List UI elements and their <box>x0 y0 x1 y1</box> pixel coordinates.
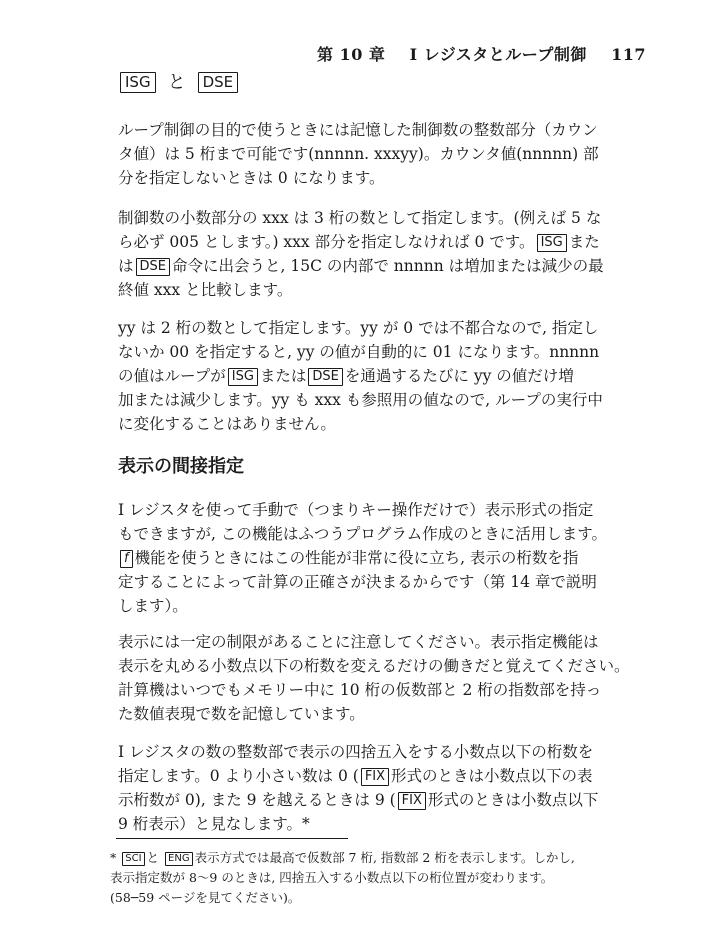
isg-key-symbol: ISG <box>537 234 567 252</box>
section-heading-indirect-display: 表示の間接指定 <box>118 456 244 477</box>
text-line: f 機能を使うときにはこの性能が非常に役に立ち, 表示の桁数を指 <box>118 546 648 570</box>
footnote-line: (58─59 ページを見てください)。 <box>110 890 301 905</box>
text-line: ループ制御の目的で使うときには記憶した制御数の整数部分（カウン <box>118 121 598 139</box>
dse-key-symbol: DSE <box>308 368 342 386</box>
paragraph-counter-value <box>118 118 648 190</box>
isg-key-symbol: ISG <box>120 72 156 93</box>
footnote <box>110 848 650 908</box>
section-heading-isg-dse <box>118 68 240 94</box>
fix-key-symbol: FIX <box>398 792 426 810</box>
page-number: 117 <box>611 45 646 64</box>
text-line: の値はループが ISG または DSE を通過するたびに yy の値だけ増 <box>118 367 574 385</box>
running-header <box>317 42 646 65</box>
text-line: た数値表現で数を記憶しています。 <box>118 705 365 723</box>
text-line: 定することによって計算の正確さが決まるからです（第 14 章で説明 <box>118 573 597 591</box>
text-line: 表示を丸める小数点以下の桁数を変えるだけの働きだと覚えてください。 <box>118 657 630 675</box>
paragraph-yy-value <box>118 316 648 436</box>
sci-key-symbol: SCI <box>122 852 144 866</box>
footnote-divider <box>116 838 348 839</box>
footnote-mark: * <box>110 850 117 865</box>
isg-key-symbol: ISG <box>228 368 258 386</box>
text-line: 分を指定しないときは 0 になります。 <box>118 169 385 187</box>
text-line: 9 桁表示）と見なします。* <box>118 815 310 833</box>
text-line: は DSE 命令に出会うと, 15C の内部で nnnnn は増加または減少の最 <box>118 257 604 275</box>
text-line: I レジスタの数の整数部で表示の四捨五入をする小数点以下の桁数を <box>118 743 594 761</box>
text-line: 加または減少します。yy も xxx も参照用の値なので, ループの実行中 <box>118 391 603 409</box>
text-line: yy は 2 桁の数として指定します。yy が 0 では不都合なので, 指定し <box>118 319 599 337</box>
text-line: ないか 00 を指定すると, yy の値が自動的に 01 になります。nnnnn <box>118 343 600 361</box>
paragraph-display-limits <box>118 630 648 726</box>
text-line: ら必ず 005 とします。) xxx 部分を指定しなければ 0 です。 ISG また <box>118 233 600 251</box>
paragraph-fraction-part <box>118 206 648 302</box>
f-key-symbol: f <box>120 550 133 568</box>
eng-key-symbol: ENG <box>165 852 193 866</box>
text-line: 制御数の小数部分の xxx は 3 桁の数として指定します。(例えば 5 な <box>118 209 602 227</box>
heading-connector: と <box>167 72 186 93</box>
fix-key-symbol: FIX <box>361 768 389 786</box>
text-line: に変化することはありません。 <box>118 415 336 433</box>
dse-key-symbol: DSE <box>198 72 239 93</box>
chapter-title: I レジスタとループ制御 <box>409 45 587 64</box>
text-line: もできますが, この機能はふつうプログラム作成のときに活用します。 <box>118 525 607 543</box>
text-line: 示桁数が 0), また 9 を越えるときは 9 ( FIX 形式のときは小数点以下 <box>118 791 599 809</box>
chapter-number: 第 10 章 <box>316 45 386 64</box>
paragraph-rounding-digits <box>118 740 648 836</box>
footnote-line: * SCI と ENG 表示方式では最高で仮数部 7 桁, 指数部 2 桁を表示します。しかし, <box>110 850 575 865</box>
text-line: します）。 <box>118 597 188 615</box>
text-line: I レジスタを使って手動で（つまりキー操作だけで）表示形式の指定 <box>118 501 594 519</box>
dse-key-symbol: DSE <box>136 258 170 276</box>
text-line: 終値 xxx と比較します。 <box>118 281 293 299</box>
footnote-line: 表示指定数が 8～9 のときは, 四捨五入する小数点以下の桁位置が変わります。 <box>110 870 554 885</box>
text-line: 計算機はいつでもメモリー中に 10 桁の仮数部と 2 桁の指数部を持っ <box>118 681 602 699</box>
text-line: 表示には一定の制限があることに注意してください。表示指定機能は <box>118 633 599 651</box>
text-line: タ値）は 5 桁まで可能です(nnnnn. xxxyy)。カウンタ値(nnnnn) 部 <box>118 145 599 163</box>
paragraph-display-format <box>118 498 648 618</box>
text-line: 指定します。0 より小さい数は 0 ( FIX 形式のときは小数点以下の表 <box>118 767 593 785</box>
